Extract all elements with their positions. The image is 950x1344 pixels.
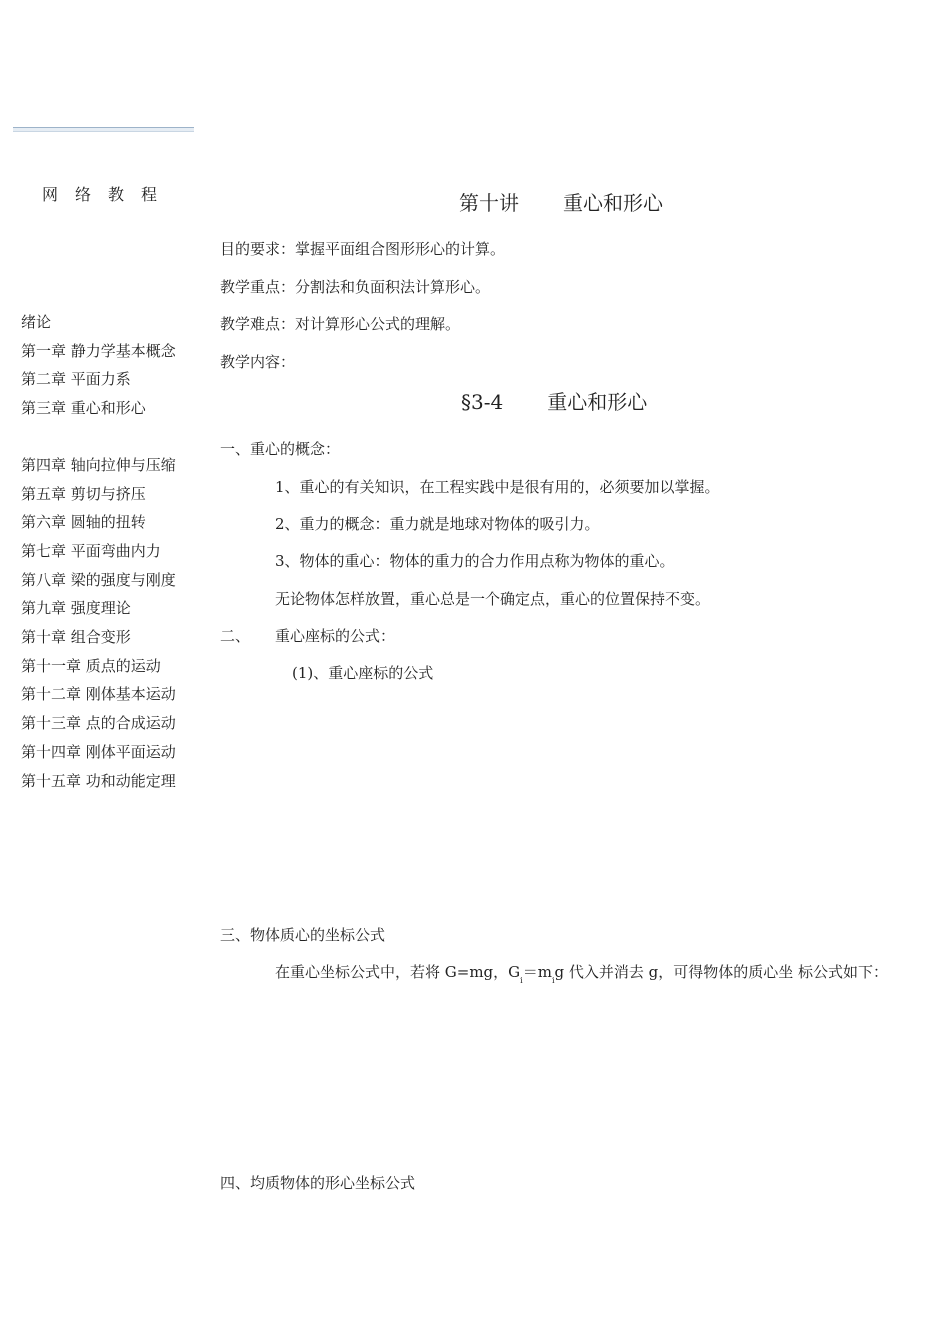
key-point-text: 教学重点：分割法和负面积法计算形心。 <box>220 278 491 296</box>
part2-heading-number: 二、 <box>220 627 251 645</box>
lecture-title: 重心和形心 <box>563 191 663 215</box>
part1-item-2: 2、重力的概念：重力就是地球对物体的吸引力。 <box>275 515 600 533</box>
part2-heading: 重心座标的公式： <box>275 627 396 645</box>
part3-paragraph <box>275 961 888 985</box>
part3-text-b: ＝m <box>522 963 552 981</box>
part1-item-1: 1、重心的有关知识，在工程实践中是很有用的，必须要加以掌握。 <box>275 478 720 496</box>
objective-text: 目的要求：掌握平面组合图形形心的计算。 <box>220 240 506 258</box>
lecture-number: 第十讲 <box>459 191 519 215</box>
nav-item-chapter-4[interactable]: 第四章 轴向拉伸与压缩 <box>21 455 176 474</box>
part3-text-c: g 代入并消去 g，可得物体的质心坐 标公式如下： <box>554 963 889 981</box>
content-label: 教学内容： <box>220 353 296 371</box>
difficulty-text: 教学难点：对计算形心公式的理解。 <box>220 315 461 333</box>
part4-heading: 四、均质物体的形心坐标公式 <box>220 1174 416 1192</box>
sidebar-title: 网络教程 <box>42 185 175 204</box>
nav-item-chapter-2[interactable]: 第二章 平面力系 <box>21 370 131 389</box>
part3-text-a: 在重心坐标公式中，若将 G=mg，G <box>275 963 521 981</box>
lecture-heading <box>459 187 663 216</box>
nav-item-chapter-14[interactable]: 第十四章 刚体平面运动 <box>21 742 176 761</box>
nav-item-chapter-8[interactable]: 第八章 梁的强度与刚度 <box>21 570 176 589</box>
part3-heading: 三、物体质心的坐标公式 <box>220 926 386 944</box>
nav-item-chapter-7[interactable]: 第七章 平面弯曲内力 <box>21 541 161 560</box>
nav-item-chapter-11[interactable]: 第十一章 质点的运动 <box>21 656 161 675</box>
nav-item-chapter-15[interactable]: 第十五章 功和动能定理 <box>21 771 176 790</box>
nav-item-chapter-10[interactable]: 第十章 组合变形 <box>21 628 131 647</box>
part1-note: 无论物体怎样放置，重心总是一个确定点，重心的位置保持不变。 <box>275 590 711 608</box>
section-number: §3-4 <box>461 390 504 414</box>
nav-item-chapter-13[interactable]: 第十三章 点的合成运动 <box>21 714 176 733</box>
section-title: 重心和形心 <box>547 390 648 414</box>
part1-heading: 一、重心的概念： <box>220 440 341 458</box>
subscript-i-2: i <box>551 976 555 985</box>
section-heading <box>461 386 647 415</box>
nav-item-chapter-3[interactable]: 第三章 重心和形心 <box>21 399 146 418</box>
nav-item-chapter-1[interactable]: 第一章 静力学基本概念 <box>21 341 176 360</box>
nav-item-chapter-6[interactable]: 第六章 圆轴的扭转 <box>21 513 146 532</box>
nav-item-intro[interactable]: 绪论 <box>21 313 52 331</box>
part2-subheading: (1)、重心座标的公式 <box>292 664 434 682</box>
nav-item-chapter-12[interactable]: 第十二章 刚体基本运动 <box>21 685 176 704</box>
part1-item-3: 3、物体的重心：物体的重力的合力作用点称为物体的重心。 <box>275 552 675 570</box>
chapter-nav <box>21 308 179 795</box>
subscript-i-1: i <box>520 976 523 985</box>
nav-item-chapter-9[interactable]: 第九章 强度理论 <box>21 599 131 618</box>
top-divider <box>13 127 194 132</box>
nav-item-chapter-5[interactable]: 第五章 剪切与挤压 <box>21 484 146 503</box>
